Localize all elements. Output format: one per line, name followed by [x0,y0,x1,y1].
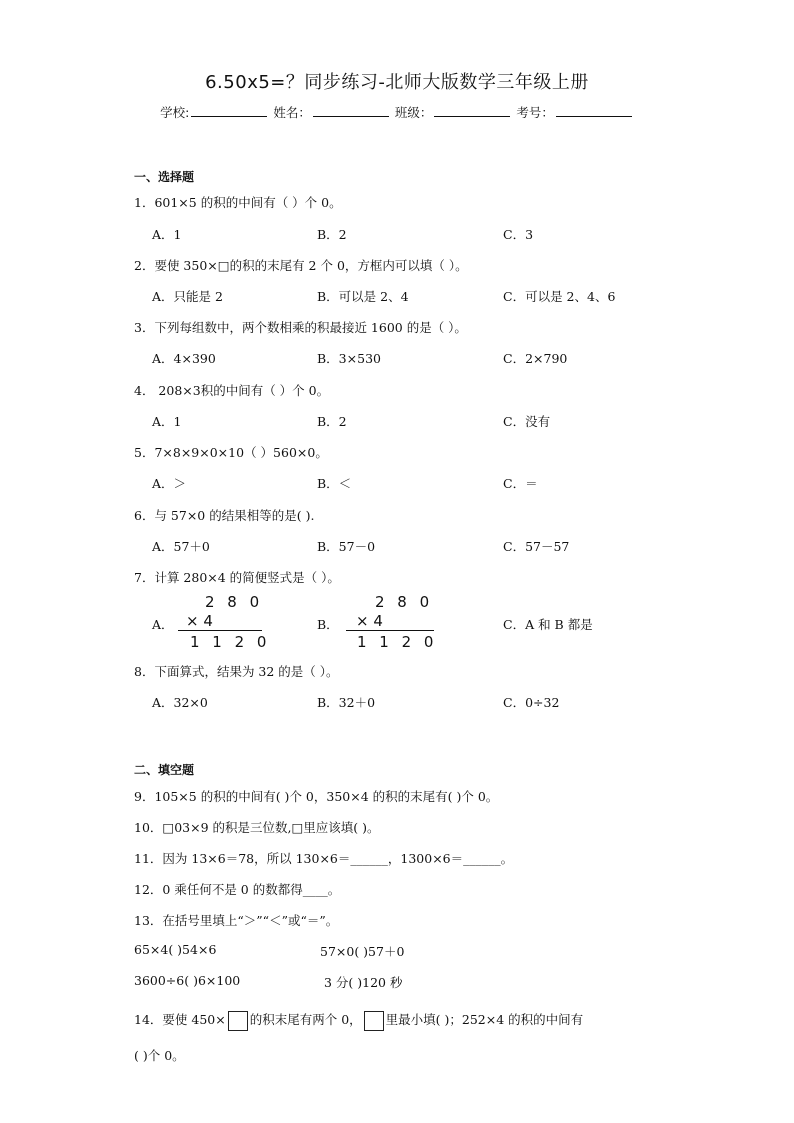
q7b-vertical-result: 1 1 2 0 [357,633,438,651]
question-10: 10．□03×9 的积是三位数,□里应该填( )。 [134,820,380,835]
question-3: 3．下列每组数中，两个数相乘的积最接近 1600 的是（ ）。 [134,320,467,335]
q5-option-a[interactable]: A．＞ [152,476,187,491]
q14-answer-box-1[interactable] [228,1011,248,1031]
q7a-vertical-result: 1 1 2 0 [190,633,271,651]
q2-option-c[interactable]: C．可以是 2、4、6 [503,289,616,304]
q3-option-c[interactable]: C．2×790 [503,351,568,366]
q7a-vertical-line [178,630,262,631]
q5-option-b[interactable]: B．＜ [317,476,352,491]
question-13: 13．在括号里填上“＞”“＜”或“＝”。 [134,913,339,928]
q1-option-c[interactable]: C．3 [503,227,534,242]
section-title-choice: 一、选择题 [134,170,195,184]
q3-option-a[interactable]: A．4×390 [152,351,216,366]
q1-option-b[interactable]: B．2 [317,227,347,242]
q8-option-c[interactable]: C．0÷32 [503,695,560,710]
q7b-vertical-top: 2 8 0 [375,593,434,611]
q7-option-b[interactable]: B． [317,617,339,632]
class-blank[interactable] [434,103,510,117]
q13-item-1: 65×4( )54×6 [134,942,217,957]
q6-option-b[interactable]: B．57－0 [317,539,376,554]
name-blank[interactable] [313,103,389,117]
q5-option-c[interactable]: C．＝ [503,476,538,491]
q7-option-c[interactable]: C．A 和 B 都是 [503,617,593,632]
question-6: 6．与 57×0 的结果相等的是( ). [134,508,315,523]
q7a-vertical-top: 2 8 0 [205,593,264,611]
name-label: 姓名： [273,105,311,120]
q14-part-c: 里最小填( )；252×4 的积的中间有 [385,1012,584,1027]
question-9: 9．105×5 的积的中间有( )个 0，350×4 的积的末尾有( )个 0。 [134,789,499,804]
school-blank[interactable] [191,103,267,117]
q14-part-b: 的积末尾有两个 0， [249,1012,362,1027]
q6-option-c[interactable]: C．57－57 [503,539,570,554]
question-2: 2．要使 350×□的积的末尾有 2 个 0，方框内可以填（ ）。 [134,258,468,273]
q4-option-c[interactable]: C．没有 [503,414,551,429]
question-14 [134,1010,583,1031]
q3-option-b[interactable]: B．3×530 [317,351,381,366]
question-8: 8．下面算式，结果为 32 的是（ ）。 [134,664,339,679]
page-title: 6.50x5=？同步练习-北师大版数学三年级上册 [205,72,589,93]
question-12: 12．0 乘任何不是 0 的数都得____。 [134,882,341,897]
q13-item-4: 3 分( )120 秒 [324,975,403,990]
question-7: 7．计算 280×4 的简便竖式是（ ）。 [134,570,340,585]
q1-option-a[interactable]: A．1 [152,227,182,242]
section-title-fill-in: 二、填空题 [134,763,195,777]
q7a-vertical-multiplier: × 4 [186,612,213,630]
q8-option-b[interactable]: B．32＋0 [317,695,376,710]
q2-option-b[interactable]: B．可以是 2、4 [317,289,409,304]
q7-option-a[interactable]: A． [152,617,174,632]
q14-continuation: ( )个 0。 [134,1048,185,1063]
student-info-line [0,103,794,121]
school-label: 学校: [160,105,190,120]
class-label: 班级： [394,105,433,120]
q8-option-a[interactable]: A．32×0 [152,695,208,710]
exam-number-label: 考号： [516,105,554,120]
exam-number-blank[interactable] [556,103,632,117]
question-5: 5．7×8×9×0×10（ ）560×0。 [134,445,328,460]
question-4: 4． 208×3积的中间有（ ）个 0。 [134,383,330,398]
q7b-vertical-multiplier: × 4 [356,612,383,630]
q7b-vertical-line [346,630,434,631]
q14-part-a: 14．要使 450× [134,1012,226,1027]
q4-option-b[interactable]: B．2 [317,414,347,429]
q13-item-3: 3600÷6( )6×100 [134,973,241,988]
q6-option-a[interactable]: A．57＋0 [152,539,210,554]
q2-option-a[interactable]: A．只能是 2 [152,289,223,304]
q4-option-a[interactable]: A．1 [152,414,182,429]
q14-answer-box-2[interactable] [364,1011,384,1031]
q13-item-2: 57×0( )57＋0 [320,944,405,959]
question-11: 11．因为 13×6＝78，所以 130×6＝______，1300×6＝______。 [134,851,514,866]
question-1: 1．601×5 的积的中间有（ ）个 0。 [134,195,342,210]
